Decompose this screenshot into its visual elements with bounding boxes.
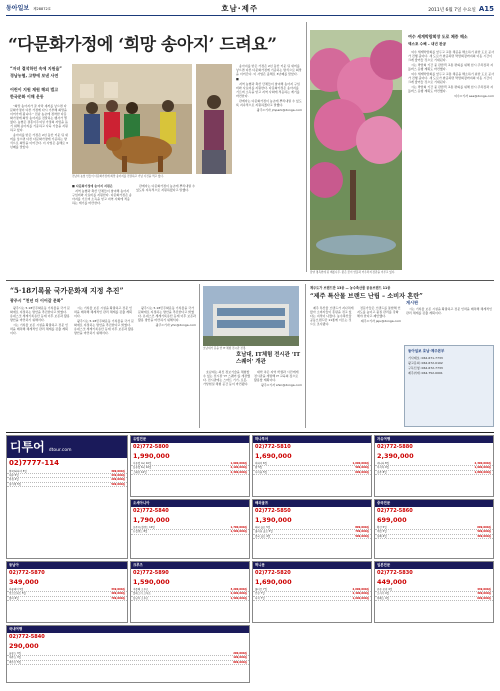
ad-row-name: 지중해 크루즈: [133, 588, 149, 592]
ad-row-name: 호주 8일: [377, 470, 387, 474]
ad-8: [6, 561, 128, 623]
ad-headline-price: 1,690,000: [255, 578, 292, 587]
ad-phone: 02)772-5810: [255, 443, 291, 450]
protect-paragraph-5: 광주시는 5·18민주화운동 기록물을 국가 문화재로 지정하는 방안을 추진한다고 밝혔다. 유네스코 세계기록유산 등재 이후 보존과 활용 방안을 마련하기 위해서다.: [138, 306, 196, 323]
ad-title: 하나투어: [253, 436, 371, 443]
lead-deck-1: “자녀 결석하던 속에 지원을”: [10, 66, 62, 71]
lead-byline: 광주=기자 jmpark@donga.com: [256, 108, 302, 113]
lead-deck-3: 어린이 지원 재원 해외 법고: [10, 87, 59, 92]
ad-3: [252, 435, 372, 497]
ad-row-price: 399,000원: [477, 534, 491, 538]
paper-logo: 동아일보: [6, 5, 30, 13]
ad-row-price: 799,000원: [355, 530, 369, 534]
ad-12: [6, 625, 250, 683]
ad-row-price: 1,890,000원: [474, 470, 491, 474]
lead-photo-caption: 전남의 농업 인들이 다문화가정에 희망 송아지를 전달하고 기념 사진을 찍고 있다.: [72, 175, 164, 178]
ad-row-name: 사이판 5일: [255, 470, 268, 474]
ad-headline-price: 1,690,000: [255, 452, 292, 461]
ad-headline-price: 699,000: [377, 516, 407, 525]
jeju-byline: 제주=기자 jeju@donga.com: [360, 319, 401, 324]
ad-row-name: 발리 6일: [9, 596, 19, 600]
lead-headline: “다문화가정에 ‘희망 송아지’ 드려요”: [8, 35, 277, 55]
issue-date: 2011년 6월 7일 수요일: [428, 7, 476, 13]
notice-paragraph-1: 시는 기록물 보존 시설을 확충하고 전문 인력을 배치해 체계적인 관리 체계를 갖출 계획이다.: [406, 307, 492, 316]
ad-dtour-row-2-price: 449,000원: [111, 474, 125, 477]
ad-title: 허니문: [253, 562, 371, 569]
ad-row-name: 황산 5일: [377, 526, 387, 530]
ad-row-price: 2,190,000원: [230, 466, 247, 470]
ad-row-price: 599,000원: [355, 466, 369, 470]
ad-title: 오세아니아: [131, 500, 249, 507]
ad-headline-price: 2,390,000: [377, 452, 414, 461]
ad-dtour-row-1-name: 방콕/파타야 5일: [9, 469, 27, 473]
ad-row-name: 괌 5일: [255, 466, 263, 470]
contact-line-1: 기사제보: 062-671-7733: [408, 355, 443, 360]
ad-row-price: 699,000원: [477, 596, 491, 600]
notice-board-label: 게시판: [406, 300, 419, 305]
ad-dtour-row-4-price: 599,000원: [111, 482, 125, 486]
lead-column-2: [72, 184, 132, 256]
ad-row-price: 2,690,000원: [352, 588, 369, 592]
ad-row-name: 제주도 3일: [9, 656, 22, 660]
ad-title: 일본전문: [375, 562, 493, 569]
protect-paragraph-1: 광주시는 5·18민주화운동 기록물을 국가 문화재로 지정하는 방안을 추진한다고 밝혔다. 유네스코 세계기록유산 등재 이후 보존과 활용 방안을 마련하기 위해서다.: [10, 306, 70, 323]
center-column-2: [254, 370, 302, 428]
ad-dtour-row-4-name: 장가계 5일: [9, 482, 22, 486]
ad-phone: 02)772-5820: [255, 569, 291, 576]
ad-row-price: 290,000원: [233, 652, 247, 656]
lead-paragraph-5: 송아지를 받은 가정은 2년 동안 키운 뒤 새끼를 낳으면 다른 다문화가정에 기증하는 방식으로 희망을 이어간다. 이 사업은 올해로 3년째를 맞았다.: [236, 64, 302, 77]
ad-row-price: 2,390,000원: [230, 470, 247, 474]
ad-headline-price: 1,790,000: [133, 516, 170, 525]
center-photo: [203, 286, 299, 346]
ad-row-name: 큐슈 온천 4일: [377, 588, 393, 592]
ad-dtour: [6, 435, 128, 559]
ad-row-name: 하롱베이 5일: [9, 588, 24, 592]
ad-dtour-name: 디투어: [10, 440, 45, 454]
right-story-title: 여수 세계박람회장 도로 체증 해소: [408, 34, 468, 39]
center-paragraph-1: 호남대는 최신 정보기술을 체험할 수 있는 전시관 ‘IT 스퀘어’를 개관했다. 전시관에는 스마트 기기, 로봇, 가상현실 체험 공간 등이 마련됐다.: [203, 370, 251, 387]
ad-headline-price: 1,990,000: [133, 452, 170, 461]
ad-row: [375, 535, 493, 539]
contact-line-4: 제주취재: 064-752-0001: [408, 371, 443, 376]
ad-row-price: 899,000원: [355, 526, 369, 530]
center-photo-caption: 호남대가 문을 연 IT 체험 전시관 전경.: [203, 347, 247, 350]
ad-9: [130, 561, 250, 623]
ad-dtour-row-1-price: 399,000원: [111, 469, 125, 473]
ad-phone: 02)772-5870: [9, 569, 45, 576]
ad-headline-price: 290,000: [9, 642, 39, 651]
protect-paragraph-3: 시는 기록물 보존 시설을 확충하고 전문 인력을 배치해 체계적인 관리 체계를 갖출 계획이다.: [74, 306, 132, 319]
ad-row-name: 호주/뉴질랜드 10일: [133, 526, 155, 530]
ad-row-name: 피지 7일: [255, 596, 265, 600]
ad-row-name: 필리핀 골프 5일: [255, 530, 273, 534]
ad-row-name: 동남아 크루즈: [133, 596, 149, 600]
ad-row-name: 중국 골프 4일: [255, 534, 271, 538]
center-paragraph-2: 대학 측은 지역 학생과 시민에게 전시관을 개방해 IT 교육의 장으로 활용할 계획이다.: [254, 370, 299, 383]
protect-story-deck: 광주시 “천년 더 이어갈 문화”: [10, 298, 64, 303]
ad-phone: 02)772-5830: [377, 569, 413, 576]
ad-phone: 02)772-5860: [377, 507, 413, 514]
ad-row-price: 499,000원: [111, 592, 125, 596]
lead-paragraph-3: 지역 농협과 축산 단체들이 참여해 송아지 구입비와 사료비를 지원한다. 다문화가정은 송아지를 기르며 소득을 얻고 지역 사회에 적응하는 계기를 마련한다.: [72, 189, 132, 206]
ad-row-name: 울릉도 3일: [9, 652, 22, 656]
ad-row-name: 백두산 5일: [9, 660, 22, 664]
crape-myrtle-photo-image: [310, 30, 402, 270]
ad-phone: 02)772-5800: [133, 443, 169, 450]
section-title: 호남·제주: [221, 4, 259, 14]
ad-row: [253, 471, 371, 475]
ad-row-name: 스페인 10일: [133, 470, 147, 474]
ad-row: [131, 597, 249, 601]
protect-paragraph-4: 광주시는 5·18민주화운동 기록물을 국가 문화재로 지정하는 방안을 추진한다고 밝혔다. 유네스코 세계기록유산 등재 이후 보존과 활용 방안을 마련하기 위해서다.: [74, 319, 134, 336]
ad-11: [374, 561, 494, 623]
protect-paragraph-2: 시는 기록물 보존 시설을 확충하고 전문 인력을 배치해 체계적인 관리 체계를 갖출 계획이다.: [10, 323, 68, 336]
right-story-byline: 여수=기자 sea@donga.com: [453, 94, 494, 99]
ad-row-name: 북해도 4일: [377, 596, 390, 600]
contact-line-2: 광고문의: 062-672-0102: [408, 360, 443, 365]
jeju-column-1: [310, 306, 354, 426]
ad-row-name: 오사카 4일: [377, 592, 390, 596]
page-header: [6, 4, 494, 16]
ad-dtour-row-2-name: 세부 5일: [9, 474, 19, 477]
ad-row-name: 알래스카 크루즈: [133, 592, 151, 596]
ad-row: [375, 471, 493, 475]
ad-title: 유럽전문: [131, 436, 249, 443]
right-story-body: [408, 50, 494, 272]
ad-row-price: 2,390,000원: [474, 462, 491, 466]
ad-title: 중국전문: [375, 500, 493, 507]
ad-title: 자유여행: [375, 436, 493, 443]
protect-byline: 광주=기자 yhn@donga.com: [155, 323, 196, 328]
lead-column-1: [10, 104, 68, 254]
ad-row-price: 3,290,000원: [230, 588, 247, 592]
lead-paragraph-6: 지역 농협과 축산 단체들이 참여해 송아지 구입비와 사료비를 지원한다. 다문화가정은 송아지를 기르며 소득을 얻고 지역 사회에 적응하는 계기를 마련한다.: [236, 82, 300, 99]
ad-title: 동남아: [7, 562, 127, 569]
ad-row: [253, 597, 371, 601]
lead-paragraph-2: 송아지를 받은 가정은 2년 동안 키운 뒤 새끼를 낳으면 다른 다문화가정에 기증하는 방식으로 희망을 이어간다. 이 사업은 올해로 3년째를 맞았다.: [10, 133, 68, 150]
issue-number: 제28872호: [33, 7, 52, 12]
ad-row-price: 399,000원: [477, 592, 491, 596]
ad-row-name: 서유럽 4국 10일: [133, 462, 152, 466]
lead-paragraph-1: “희망 송아지가 잘 자라 새끼를 낳으면 다문화가정이 다른 가정에 다시 기부해 희망을 이어가게 됩니다.” 전남 농촌에 정착한 다문화가정에 희망 송아지를 전달하는 행사가 열렸다. 농협은 결혼이주여성 가정의 자립을 돕기 위해 송아지를 기증하고 사육 기술을 지원하고 있다.: [10, 104, 68, 133]
ad-row-name: 상해 4일: [377, 534, 387, 538]
ad-row: [375, 597, 493, 601]
right-story-paragraph-1: 여수 세계박람회를 앞두고 교통 체증을 해소하기 위한 도로 공사가 진행 중이다. 새 도로가 완공되면 박람회장까지의 이동 시간이 크게 줄어들 것으로 기대된다.: [408, 50, 494, 63]
ad-row-name: 동유럽 6국 10일: [133, 466, 152, 470]
ad-row: [131, 471, 249, 475]
ad-title: 크루즈: [131, 562, 249, 569]
ad-headline-price: 1,590,000: [133, 578, 170, 587]
protect-story-title: “5·18기록물 국가문화재 지정 추진”: [10, 286, 124, 295]
ad-headline-price: 449,000: [377, 578, 407, 587]
ad-row-name: 칸쿤 7일: [255, 592, 265, 596]
ad-row-price: 449,000원: [477, 588, 491, 592]
right-photo-caption: 담양 명옥헌에 핀 배롱나무. 붉은 꽃이 연못과 어우러져 장관을 이루고 있다.: [310, 271, 396, 274]
ad-6: [252, 499, 372, 559]
ad-row-price: 1,990,000원: [230, 462, 247, 466]
lead-deck-2: 경남농협, 고향에 보낸 사연: [10, 73, 59, 78]
jeju-story-deck: 제주도가 브랜드만 13종 — 농수축산물 공동브랜드 11종: [310, 286, 391, 290]
lead-photo-2: [196, 64, 232, 174]
lead-paragraph-4: 관계자는 다문화가정이 농촌에 뿌리내릴 수 있도록 지속적으로 지원하겠다고 말했다.: [136, 184, 195, 193]
ad-row-price: 1,690,000원: [352, 462, 369, 466]
contact-box-title: 동아일보 호남·제주본부: [408, 349, 445, 353]
ad-10: [252, 561, 372, 623]
ad-dtour-row-3-price: 299,000원: [111, 478, 125, 482]
contact-box: [404, 345, 494, 427]
ad-dtour-banner: [7, 436, 127, 458]
ad-row-price: 599,000원: [355, 534, 369, 538]
lead-column-3: [136, 184, 196, 256]
ad-row-price: 1,590,000원: [230, 530, 247, 534]
ad-row-name: 하와이 6일: [255, 462, 268, 466]
ad-dtour-url: dtour.com: [48, 448, 72, 453]
ad-row: [7, 597, 127, 601]
ad-row-price: 1,990,000원: [474, 466, 491, 470]
ad-row-price: 699,000원: [355, 470, 369, 474]
ad-7: [374, 499, 494, 559]
ad-row-name: 태국 골프 5일: [255, 526, 271, 530]
ad-row-price: 899,000원: [233, 660, 247, 664]
jeju-paragraph-1: 제주 특산물 브랜드가 지나치게 많아 소비자들이 혼란을 겪고 있다는 지적이 나왔다. 농수축산물 공동브랜드만 11종에 이르는 것으로 조사됐다.: [310, 306, 354, 327]
right-photo: [310, 30, 402, 270]
ad-row-name: 앙코르와트 5일: [9, 592, 26, 596]
jeju-column-2: [357, 306, 401, 426]
ad-row-price: 599,000원: [477, 530, 491, 534]
travel-ads-band: [6, 432, 494, 685]
ad-phone: 02)772-5880: [377, 443, 413, 450]
page-number: A15: [478, 4, 494, 13]
jeju-paragraph-2: 전문가들은 브랜드를 통합해 인지도를 높이고 품질 관리를 강화해야 한다고 제안했다.: [357, 306, 401, 319]
ad-row: [131, 530, 249, 534]
ad-row-name: 뉴질랜드 8일: [133, 530, 148, 534]
protect-column-3: [138, 306, 196, 426]
building-photo-image: [203, 286, 299, 346]
center-byline: 광주=기자 shin@donga.com: [260, 383, 302, 388]
ad-2: [130, 435, 250, 497]
notice-board-body: [406, 307, 494, 343]
ad-row-price: 1,590,000원: [230, 596, 247, 600]
ad-row-name: 미서부 9일: [377, 466, 390, 470]
ad-title: 국내여행: [7, 626, 249, 633]
ad-row-price: 2,990,000원: [230, 592, 247, 596]
ad-dtour-row-3-name: 북경 4일: [9, 478, 19, 482]
right-story-paragraph-3: 여수 세계박람회를 앞두고 교통 체증을 해소하기 위한 도로 공사가 진행 중이다. 새 도로가 완공되면 박람회장까지의 이동 시간이 크게 줄어들 것으로 기대된다.: [408, 72, 494, 85]
center-column-1: [203, 370, 251, 428]
right-story-deck: 엑스포 수혜 – 내년 완공: [408, 42, 447, 46]
lead-deck-4: 한국문화 이해 운동: [10, 94, 44, 99]
ad-row-price: 799,000원: [111, 596, 125, 600]
center-story-title: 호남대, IT체험 전시관 ‘IT 스퀘어’ 개관: [236, 352, 301, 366]
lead-paragraph-7: 관계자는 다문화가정이 농촌에 뿌리내릴 수 있도록 지속적으로 지원하겠다고 말했다.: [236, 99, 302, 108]
ad-row: [253, 535, 371, 539]
ad-row-name: 몰디브 7일: [255, 588, 268, 592]
ad-row-name: 계림 5일: [377, 530, 387, 534]
ad-4: [374, 435, 494, 497]
ad-row-price: 699,000원: [477, 526, 491, 530]
ad-row-price: 1,690,000원: [352, 596, 369, 600]
ad-row-price: 1,790,000원: [230, 526, 247, 530]
ad-title: 해외골프: [253, 500, 371, 507]
ad-dtour-phone: 02)7777-114: [9, 459, 59, 468]
ad-row-price: 199,000원: [233, 656, 247, 660]
ad-headline-price: 1,390,000: [255, 516, 292, 525]
ad-row: [7, 661, 249, 665]
ad-phone: 02)772-5840: [9, 633, 45, 640]
jeju-story-title: “제주 특산물 브랜드 난립 – 소비자 혼란”: [310, 293, 423, 300]
contact-line-3: 구독신청: 062-672-7733: [408, 366, 443, 371]
ad-row-price: 349,000원: [111, 588, 125, 592]
people-photo-image: [196, 64, 232, 174]
lead-column-4: 송아지를 받은 가정은 2년 동안 키운 뒤 새끼를 낳으면 다른 다문화가정에 기증하는 방식으로 희망을 이어간다. 이 사업은 올해로 3년째를 맞았다. ■ 지역 농협과 축산 단체들이 참여해 송아지 구입비와 사료비를 지원한다. 다문화가정은 송아지를 기르며 소득을 얻고 지역 사회에 적응하는 계기를 마련한다. 관계자는 다문화가정이 농촌에 뿌리내릴 수 있도록 지속적으로 지원하겠다고 말했다. 광주=기자 jmpark@donga.com: [236, 64, 302, 113]
ad-5: [130, 499, 250, 559]
ad-phone: 02)772-5890: [133, 569, 169, 576]
ad-row-name: 캐나다 8일: [377, 462, 390, 466]
ad-phone: 02)772-5840: [133, 507, 169, 514]
right-story-paragraph-4: 시는 박람회 기간 중 관람객 교통 편의를 위해 임시 주차장과 셔틀버스 운행 계획도 마련했다.: [408, 85, 493, 94]
ad-row-price: 2,490,000원: [352, 592, 369, 596]
right-story-paragraph-2: 시는 박람회 기간 중 관람객 교통 편의를 위해 임시 주차장과 셔틀버스 운행 계획도 마련했다.: [408, 63, 493, 72]
ad-headline-price: 349,000: [9, 578, 39, 587]
lead-subsection-title: ■ 다문화가정에 송아지 지원은: [72, 184, 113, 188]
ad-phone: 02)772-5850: [255, 507, 291, 514]
cow-photo-image: [72, 64, 192, 174]
protect-column-2: [74, 306, 134, 426]
protect-column-1: [10, 306, 70, 426]
lead-photo: [72, 64, 192, 174]
